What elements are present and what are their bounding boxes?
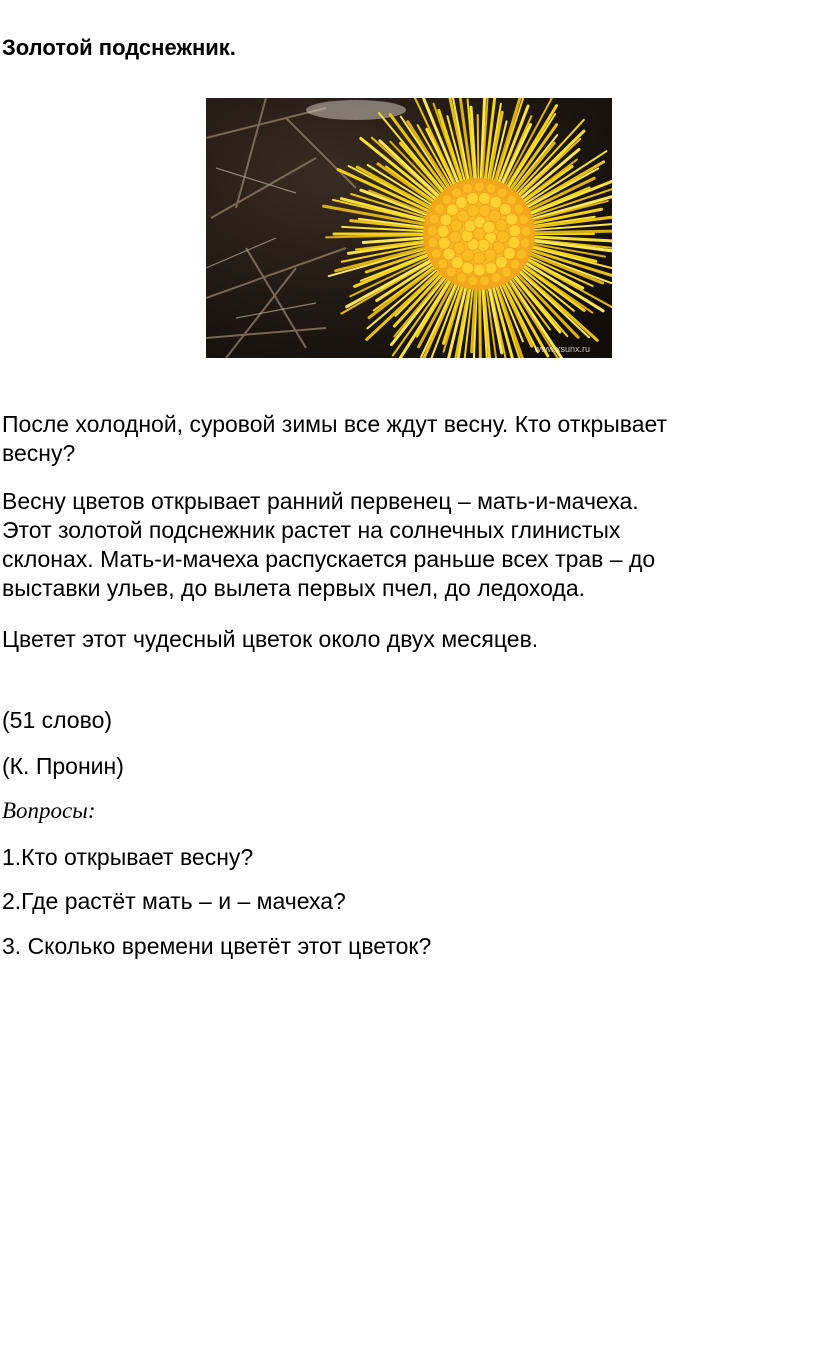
floret	[456, 273, 466, 283]
question-item: 2.Где растёт мать – и – мачеха?	[2, 888, 346, 914]
floret	[438, 237, 450, 249]
floret	[467, 193, 479, 205]
floret	[509, 225, 521, 237]
floret	[479, 192, 491, 204]
floret	[468, 276, 478, 286]
floret	[473, 252, 485, 264]
floret	[443, 248, 455, 260]
floret	[497, 188, 507, 198]
main-paragraph	[2, 487, 655, 603]
floret	[484, 249, 496, 261]
main-line: склонах. Мать-и-мачеха распускается раньше всех трав – до	[2, 546, 656, 572]
floret	[431, 249, 441, 259]
floret	[486, 184, 496, 194]
floret	[483, 221, 495, 233]
intro-line: После холодной, суровой зимы все ждут весну. Кто открывает	[2, 411, 668, 437]
main-line: выставки ульев, до вылета первых пчел, до ледохода.	[2, 575, 586, 601]
floret	[516, 249, 526, 259]
floret	[521, 226, 531, 236]
floret	[519, 215, 529, 225]
floret	[503, 247, 515, 259]
floret	[510, 259, 520, 269]
author-credit: (К. Пронин)	[2, 753, 124, 779]
floret	[501, 267, 511, 277]
flower-illustration	[206, 98, 612, 358]
coltsfoot-flower-photo	[206, 98, 612, 358]
question-item: 3. Сколько времени цветёт этот цветок?	[2, 933, 432, 959]
floret	[520, 238, 530, 248]
floret	[428, 238, 438, 248]
floret	[463, 183, 473, 193]
floret	[427, 226, 437, 236]
intro-paragraph	[2, 410, 667, 468]
petal	[480, 284, 481, 358]
petal	[529, 231, 612, 233]
floret	[456, 197, 468, 209]
floret	[506, 213, 518, 225]
floret	[514, 204, 524, 214]
floret	[480, 276, 490, 286]
intro-line: весну?	[2, 440, 76, 466]
floret	[467, 205, 479, 217]
questions-heading: Вопросы:	[2, 798, 96, 823]
floret	[442, 195, 452, 205]
main-line: Весну цветов открывает ранний первенец – мать-и-мачеха.	[2, 488, 639, 514]
floret	[437, 225, 449, 237]
floret	[491, 273, 501, 283]
floret	[429, 214, 439, 224]
floret	[497, 231, 509, 243]
floret	[446, 267, 456, 277]
floret	[438, 259, 448, 269]
floret	[452, 188, 462, 198]
floret	[508, 237, 520, 249]
word-count: (51 слово)	[2, 707, 113, 733]
floret	[473, 264, 485, 276]
question-item: 1.Кто открывает весну?	[2, 844, 254, 870]
document-title: Золотой подснежник.	[2, 35, 236, 60]
photo-watermark: www.xsunx.ru	[534, 344, 590, 354]
floret	[449, 231, 461, 243]
main-line: Этот золотой подснежник растет на солнечных глинистых	[2, 517, 621, 543]
bloom-paragraph: Цветет этот чудесный цветок около двух месяцев.	[2, 626, 539, 652]
floret	[485, 262, 497, 274]
floret	[434, 204, 444, 214]
floret	[506, 195, 516, 205]
petal	[478, 115, 479, 184]
floret	[495, 219, 507, 231]
floret	[474, 182, 484, 192]
